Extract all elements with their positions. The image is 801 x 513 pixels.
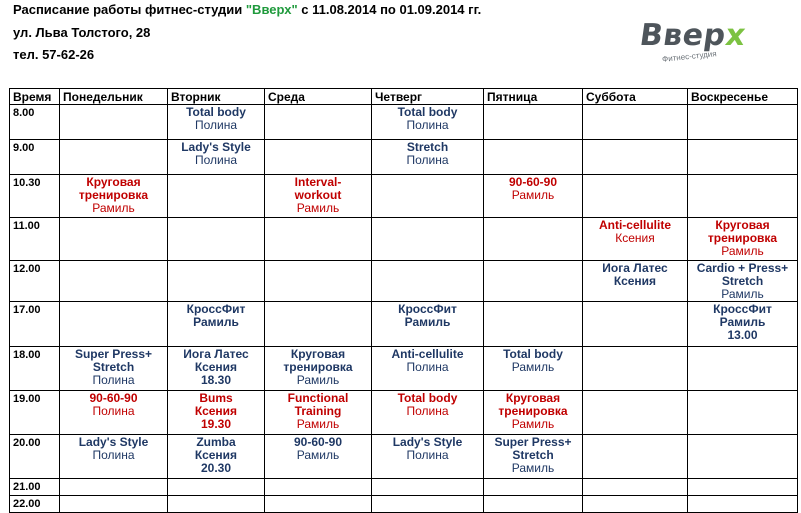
- class-title: Иога Латес: [602, 261, 668, 275]
- class-title: КроссФит: [186, 302, 246, 316]
- class-title: 90-60-90: [508, 175, 558, 189]
- class-cell: [168, 347, 265, 391]
- class-cell: [265, 261, 372, 302]
- class-cell: [265, 391, 372, 435]
- schedule-row: [10, 140, 798, 175]
- class-title: Круговая: [715, 218, 770, 232]
- column-header: Воскресенье: [688, 89, 798, 105]
- class-cell: [484, 435, 583, 479]
- class-title: тренировка: [78, 188, 149, 202]
- schedule-row: [10, 435, 798, 479]
- class-title: Lady's Style: [181, 140, 251, 154]
- class-cell: [265, 175, 372, 218]
- class-title: Ксения: [613, 274, 657, 288]
- time-cell: 9.00: [10, 140, 60, 175]
- class-cell: [484, 479, 583, 496]
- class-cell: [372, 175, 484, 218]
- studio-logo: [637, 16, 750, 66]
- schedule-table: [9, 88, 798, 513]
- schedule-row: [10, 302, 798, 347]
- class-title: Total body: [397, 105, 458, 119]
- class-cell: [265, 218, 372, 261]
- class-title: Functional: [287, 391, 349, 405]
- column-header: Суббота: [583, 89, 688, 105]
- class-cell: [168, 496, 265, 513]
- time-cell: 22.00: [10, 496, 60, 513]
- class-cell: [60, 435, 168, 479]
- class-cell: [583, 479, 688, 496]
- class-cell: [583, 218, 688, 261]
- instructor-name: Рамиль: [511, 360, 555, 374]
- schedule-row: [10, 175, 798, 218]
- class-cell: [484, 347, 583, 391]
- instructor-name: Рамиль: [296, 373, 340, 387]
- class-cell: [583, 347, 688, 391]
- class-title: Cardio + Press+: [696, 261, 789, 275]
- class-cell: [60, 175, 168, 218]
- logo-word-main: Ввер: [637, 18, 729, 53]
- class-cell: [688, 218, 798, 261]
- class-cell: [265, 435, 372, 479]
- class-cell: [484, 140, 583, 175]
- class-title: Interval-: [294, 175, 342, 189]
- class-title: Круговая: [86, 175, 141, 189]
- class-cell: [168, 105, 265, 140]
- class-cell: [168, 140, 265, 175]
- class-cell: [265, 347, 372, 391]
- header-row: [10, 89, 798, 105]
- class-cell: [484, 175, 583, 218]
- class-title: тренировка: [283, 360, 353, 374]
- instructor-name: Рамиль: [296, 417, 340, 431]
- class-cell: [583, 435, 688, 479]
- instructor-name: Рамиль: [511, 417, 555, 431]
- schedule-row: [10, 479, 798, 496]
- class-time-note: 13.00: [727, 328, 758, 342]
- schedule-title: [13, 2, 481, 17]
- time-cell: 21.00: [10, 479, 60, 496]
- class-time-note: 19.30: [200, 417, 232, 431]
- class-cell: [60, 105, 168, 140]
- time-cell: 18.00: [10, 347, 60, 391]
- class-cell: [484, 105, 583, 140]
- class-title: Zumba: [196, 435, 236, 449]
- logo-word-accent: х: [723, 18, 748, 53]
- class-cell: [688, 140, 798, 175]
- class-cell: [60, 479, 168, 496]
- class-cell: [688, 435, 798, 479]
- title-brand: "Вверх": [245, 2, 298, 17]
- instructor-name: Рамиль: [296, 201, 340, 215]
- class-cell: [168, 302, 265, 347]
- class-cell: [265, 496, 372, 513]
- class-cell: [60, 347, 168, 391]
- class-cell: [168, 175, 265, 218]
- class-cell: [688, 105, 798, 140]
- class-cell: [372, 261, 484, 302]
- instructor-name: Полина: [194, 153, 238, 167]
- class-title: 90-60-90: [293, 435, 343, 449]
- instructor-name: Полина: [194, 118, 238, 132]
- column-header: Среда: [265, 89, 372, 105]
- address: ул. Льва Толстого, 28: [13, 25, 151, 40]
- class-cell: [372, 302, 484, 347]
- class-cell: [583, 105, 688, 140]
- class-title: Training: [294, 404, 342, 418]
- time-cell: 10.30: [10, 175, 60, 218]
- class-cell: [60, 496, 168, 513]
- instructor-name: Полина: [92, 448, 135, 462]
- class-cell: [583, 391, 688, 435]
- class-title: Lady's Style: [392, 435, 463, 449]
- instructor-name: Рамиль: [92, 201, 135, 215]
- class-cell: [583, 175, 688, 218]
- class-cell: [265, 140, 372, 175]
- class-cell: [168, 218, 265, 261]
- class-title: Stretch: [721, 274, 764, 288]
- class-time-note: 20.30: [200, 461, 232, 475]
- instructor-name: Рамиль: [721, 287, 764, 301]
- class-cell: [688, 479, 798, 496]
- class-title: Рамиль: [719, 315, 766, 329]
- instructor-name: Полина: [406, 404, 449, 418]
- schedule-row: [10, 496, 798, 513]
- time-cell: 17.00: [10, 302, 60, 347]
- phone: тел. 57-62-26: [13, 47, 95, 62]
- schedule-row: [10, 105, 798, 140]
- class-cell: [168, 435, 265, 479]
- class-title: Ксения: [194, 360, 238, 374]
- class-cell: [372, 391, 484, 435]
- class-title: Stretch: [512, 448, 554, 462]
- instructor-name: Полина: [92, 373, 135, 387]
- time-cell: 12.00: [10, 261, 60, 302]
- class-cell: [265, 479, 372, 496]
- class-title: Ксения: [194, 404, 238, 418]
- class-title: Иога Латес: [183, 347, 249, 361]
- class-title: Ксения: [194, 448, 238, 462]
- class-cell: [372, 105, 484, 140]
- logo-wordmark: [638, 18, 748, 53]
- class-title: Total body: [503, 347, 563, 361]
- column-header: Четверг: [372, 89, 484, 105]
- time-cell: 11.00: [10, 218, 60, 261]
- class-title: Рамиль: [193, 315, 239, 329]
- class-cell: [60, 218, 168, 261]
- class-cell: [484, 218, 583, 261]
- class-cell: [583, 261, 688, 302]
- class-cell: [688, 347, 798, 391]
- class-cell: [60, 261, 168, 302]
- schedule-row: [10, 261, 798, 302]
- class-cell: [372, 347, 484, 391]
- logo-subtitle: Фитнес-студия: [661, 49, 718, 64]
- class-cell: [688, 496, 798, 513]
- class-cell: [583, 302, 688, 347]
- class-time-note: 18.30: [200, 373, 232, 387]
- column-header: Понедельник: [60, 89, 168, 105]
- class-title: Lady's Style: [78, 435, 149, 449]
- class-cell: [168, 479, 265, 496]
- instructor-name: Ксения: [615, 231, 655, 245]
- class-title: Total body: [186, 105, 246, 119]
- class-cell: [265, 302, 372, 347]
- class-title: Рамиль: [404, 315, 451, 329]
- class-title: Super Press+: [494, 435, 572, 449]
- instructor-name: Полина: [406, 360, 449, 374]
- column-header: Время: [10, 89, 60, 105]
- class-title: workout: [294, 188, 342, 202]
- instructor-name: Полина: [406, 153, 449, 167]
- class-cell: [60, 140, 168, 175]
- class-cell: [484, 261, 583, 302]
- column-header: Пятница: [484, 89, 583, 105]
- class-title: Anti-cellulite: [598, 218, 671, 232]
- class-cell: [583, 140, 688, 175]
- class-title: тренировка: [707, 231, 778, 245]
- class-cell: [688, 302, 798, 347]
- class-cell: [688, 175, 798, 218]
- instructor-name: Рамиль: [511, 461, 555, 475]
- time-cell: 19.00: [10, 391, 60, 435]
- class-cell: [372, 479, 484, 496]
- column-header: Вторник: [168, 89, 265, 105]
- class-title: Stretch: [406, 140, 449, 154]
- class-cell: [688, 261, 798, 302]
- time-cell: 20.00: [10, 435, 60, 479]
- class-cell: [372, 435, 484, 479]
- class-title: Super Press+: [74, 347, 153, 361]
- instructor-name: Полина: [406, 118, 449, 132]
- class-cell: [583, 496, 688, 513]
- instructor-name: Рамиль: [721, 244, 764, 258]
- class-cell: [372, 218, 484, 261]
- class-cell: [60, 302, 168, 347]
- instructor-name: Полина: [406, 448, 449, 462]
- schedule-row: [10, 391, 798, 435]
- class-cell: [372, 140, 484, 175]
- class-title: Total body: [397, 391, 458, 405]
- class-title: тренировка: [498, 404, 568, 418]
- class-title: Круговая: [505, 391, 561, 405]
- title-prefix: Расписание работы фитнес-студии: [13, 2, 246, 17]
- title-suffix: с 11.08.2014 по 01.09.2014 гг.: [297, 2, 482, 17]
- class-cell: [688, 391, 798, 435]
- class-title: КроссФит: [398, 302, 457, 316]
- time-cell: 8.00: [10, 105, 60, 140]
- class-cell: [372, 496, 484, 513]
- class-cell: [168, 391, 265, 435]
- schedule-row: [10, 218, 798, 261]
- instructor-name: Рамиль: [296, 448, 340, 462]
- class-title: Stretch: [92, 360, 135, 374]
- class-cell: [484, 496, 583, 513]
- class-title: КроссФит: [713, 302, 772, 316]
- class-cell: [168, 261, 265, 302]
- class-title: 90-60-90: [89, 391, 138, 405]
- class-title: Круговая: [290, 347, 346, 361]
- class-title: Anti-cellulite: [391, 347, 464, 361]
- instructor-name: Рамиль: [511, 188, 555, 202]
- schedule-row: [10, 347, 798, 391]
- class-title: Bums: [199, 391, 233, 405]
- class-cell: [265, 105, 372, 140]
- class-cell: [60, 391, 168, 435]
- instructor-name: Полина: [92, 404, 135, 418]
- class-cell: [484, 302, 583, 347]
- class-cell: [484, 391, 583, 435]
